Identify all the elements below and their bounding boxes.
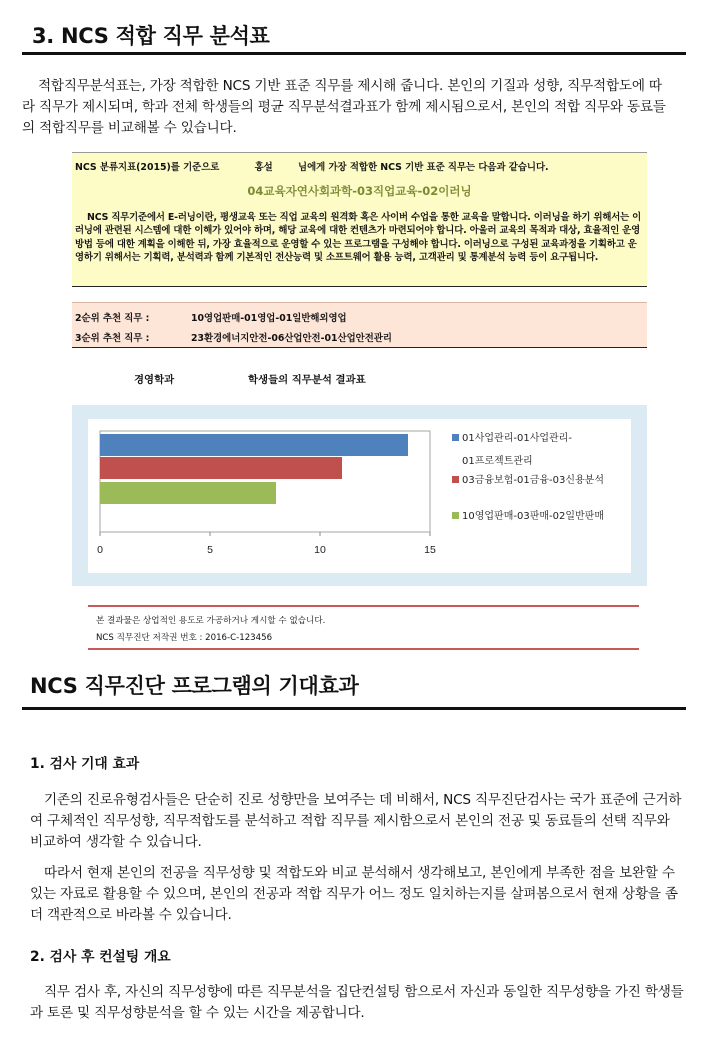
rank-2-value: 10영업판매-01영업-01일반해외영업 [191,313,347,324]
top-recommended-job: 04교육자연사회과학-03직업교육-02이러닝 [247,184,472,198]
ncs-basis-text: NCS 분류지표(2015)를 기준으로 [75,162,220,173]
consulting-paragraph: 직무 검사 후, 자신의 직무성향에 따른 직무분석을 집단컨설팅 함으로서 자신과 동일한 직무성향을 가진 학생들과 토론 및 직무성향분석을 할 수 있는 시간을 제공합니다. [30,984,684,1021]
effects-paragraph-1: 기존의 진로유형검사들은 단순히 진로 성향만을 보여주는 데 비해서, NCS 직무진단검사는 국가 표준에 근거하여 구체적인 직무성향, 직무적합도를 분석하고 적합 직무를 제시함으로서 본인의 전공 및 동료들의 선택 직무와 비교하여 생각할 수 있습니다. [30,792,682,850]
recommended-jobs-box [72,302,647,348]
notice-top-line [88,605,639,607]
job-description: NCS 직무기준에서 E-러닝이란, 평생교육 또는 직업 교육의 원격화 혹은 사이버 수업을 통한 교육을 말합니다. 이러닝을 하기 위해서는 이러닝에 관련된 시스템에 대한 이해가 있어야 하며, 해당 교육에 대한 컨텐츠가 마련되어야 합니다. 아울러 교육의 목적과 대상, 효율적인 운영 방법 등에 대한 계획을 이해한 뒤, 가장 효율적으로 운영할 수 있는 프로그램을 구성해야 합니다. 이러닝으로 구성된 교육과정을 기획하고 운영하기 위해서는 기획력, 분석력과 함께 기본적인 전산능력 및 소프트웨어 활용 능력, 고객관리 및 통계분석 능력 등이 요구됩니다. [75,212,642,264]
legend-swatch-1 [452,434,459,441]
student-name: 홍설 [254,162,273,173]
legend-label-1: 01프로젝트관리 [462,456,533,467]
x-tick-label-5: 5 [207,544,213,556]
effects-paragraph-2: 따라서 현재 본인의 전공을 직무성향 및 적합도와 비교 분석해서 생각해보고, 본인에게 부족한 점을 보완할 수 있는 자료로 활용할 수 있으며, 본인의 전공과 적합 직무가 어느 정도 일치하는지를 살펴봄으로서 현재 상황을 좀 더 객관적으로 바라볼 수 있습니다. [30,865,678,923]
copyright-notice [88,602,639,652]
rank-2-row [75,310,347,324]
intro-paragraph: 적합직무분석표는, 가장 적합한 NCS 기반 표준 직무를 제시해 줍니다. 본인의 기질과 성향, 직무적합도에 따라 직무가 제시되며, 학과 전체 학생들의 평균 직무분석결과표가 함께 제시됨으로서, 본인의 적합 직무와 동료들의 적합직무를 비교해볼 수 있습니다. [22,78,666,136]
bar-1 [100,434,408,456]
legend-label-2: 03금융보험-01금융-03신용분석 [462,475,604,486]
bar-2 [100,457,342,479]
bar-3 [100,482,276,504]
chart-title: 학생들의 직무분석 결과표 [248,374,366,386]
rank-3-label: 3순위 추천 직무 : [75,333,150,344]
ncs-result-box [72,152,647,287]
rank-2-label: 2순위 추천 직무 : [75,313,150,324]
subsection-title-effects: 1. 검사 기대 효과 [30,756,140,772]
job-analysis-bar-chart [88,419,631,573]
section-title-ncs-analysis: 3. NCS 적합 직무 분석표 [32,24,270,48]
section-title-expected-effects: NCS 직무진단 프로그램의 기대효과 [30,674,359,698]
x-tick-label-15: 15 [424,544,436,556]
legend-label-3: 10영업판매-03판매-02일반판매 [462,511,604,522]
notice-copyright-number: NCS 직무진단 저작권 번호 : 2016-C-123456 [96,633,273,643]
subsection-title-consulting: 2. 검사 후 컨설팅 개요 [30,949,171,965]
legend-swatch-2 [452,476,459,483]
x-tick-label-0: 0 [97,544,103,556]
ncs-basis-line [75,159,553,173]
chart-dept-label: 경영학과 [134,374,175,386]
chart-plot-frame [88,419,631,573]
ncs-basis-tail: 님에게 가장 적합한 NCS 기반 표준 직무는 다음과 같습니다. [298,162,549,173]
notice-usage-text: 본 결과물은 상업적인 용도로 가공하거나 게시할 수 없습니다. [96,616,326,626]
notice-bottom-line [88,648,639,650]
section-divider [22,707,686,710]
section-divider [22,52,686,55]
x-tick-label-10: 10 [314,544,326,556]
legend-swatch-3 [452,512,459,519]
rank-3-row [75,330,392,344]
rank-3-value: 23환경에너지안전-06산업안전-01산업안전관리 [191,333,392,344]
legend-label-1: 01사업관리-01사업관리- [462,433,572,444]
